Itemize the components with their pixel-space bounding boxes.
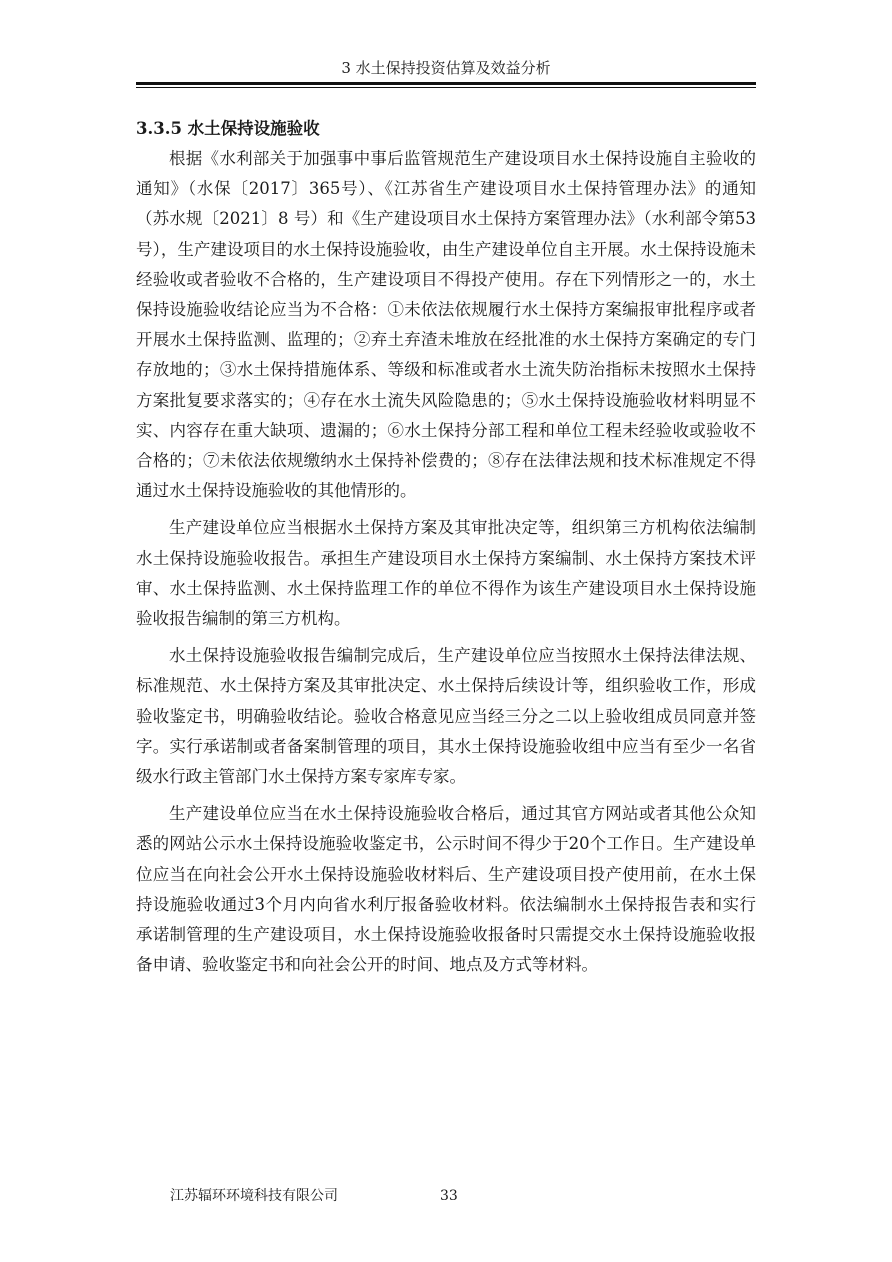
paragraph-publicity-filing: 生产建设单位应当在水土保持设施验收合格后，通过其官方网站或者其他公众知悉的网站公示水土保持设施验收鉴定书，公示时间不得少于20个工作日。生产建设单位应当在向社会公开水土保持设施验收材料后、生产建设项目投产使用前，在水土保持设施验收通过3个月内向省水利厅报备验收材料。依法编制水土保持报告表和实行承诺制管理的生产建设项目，水土保持设施验收报备时只需提交水土保持设施验收报备申请、验收鉴定书和向社会公开的时间、地点及方式等材料。 [136, 804, 756, 975]
page-content [136, 114, 756, 987]
page-number: 33 [440, 1188, 458, 1204]
section-title: 3.3.5 水土保持设施验收 [136, 119, 320, 138]
paragraph-third-party-report: 生产建设单位应当根据水土保持方案及其审批决定等，组织第三方机构依法编制水土保持设施验收报告。承担生产建设项目水土保持方案编制、水土保持方案技术评审、水土保持监测、水土保持监理工作的单位不得作为该生产建设项目水土保持设施验收报告编制的第三方机构。 [136, 518, 756, 629]
footer-company: 江苏辐环环境科技有限公司 [170, 1188, 338, 1204]
header-rule-thin [136, 87, 756, 88]
page-header: 3 水土保持投资估算及效益分析 [341, 59, 551, 77]
paragraph-acceptance-rules: 根据《水利部关于加强事中事后监管规范生产建设项目水土保持设施自主验收的通知》（水保〔2017〕365号）、《江苏省生产建设项目水土保持管理办法》的通知（苏水规〔2021〕8 号）和《生产建设项目水土保持方案管理办法》（水利部令第53号），生产建设项目的水土保持设施验收，由生产建设单位自主开展。水土保持设施未经验收或者验收不合格的，生产建设项目不得投产使用。存在下列情形之一的，水土保持设施验收结论应当为不合格：①未依法依规履行水土保持方案编报审批程序或者开展水土保持监测、监理的；②弃土弃渣未堆放在经批准的水土保持方案确定的专门存放地的；③水土保持措施体系、等级和标准或者水土流失防治指标未按照水土保持方案批复要求落实的；④存在水土流失风险隐患的；⑤水土保持设施验收材料明显不实、内容存在重大缺项、遗漏的；⑥水土保持分部工程和单位工程未经验收或验收不合格的；⑦未依法依规缴纳水土保持补偿费的；⑧存在法律法规和技术标准规定不得通过水土保持设施验收的其他情形的。 [136, 149, 756, 501]
header-rule-thick [136, 82, 756, 85]
paragraph-acceptance-procedure: 水土保持设施验收报告编制完成后，生产建设单位应当按照水土保持法律法规、标准规范、水土保持方案及其审批决定、水土保持后续设计等，组织验收工作，形成验收鉴定书，明确验收结论。验收合格意见应当经三分之二以上验收组成员同意并签字。实行承诺制或者备案制管理的项目，其水土保持设施验收组中应当有至少一名省级水行政主管部门水土保持方案专家库专家。 [136, 646, 756, 787]
